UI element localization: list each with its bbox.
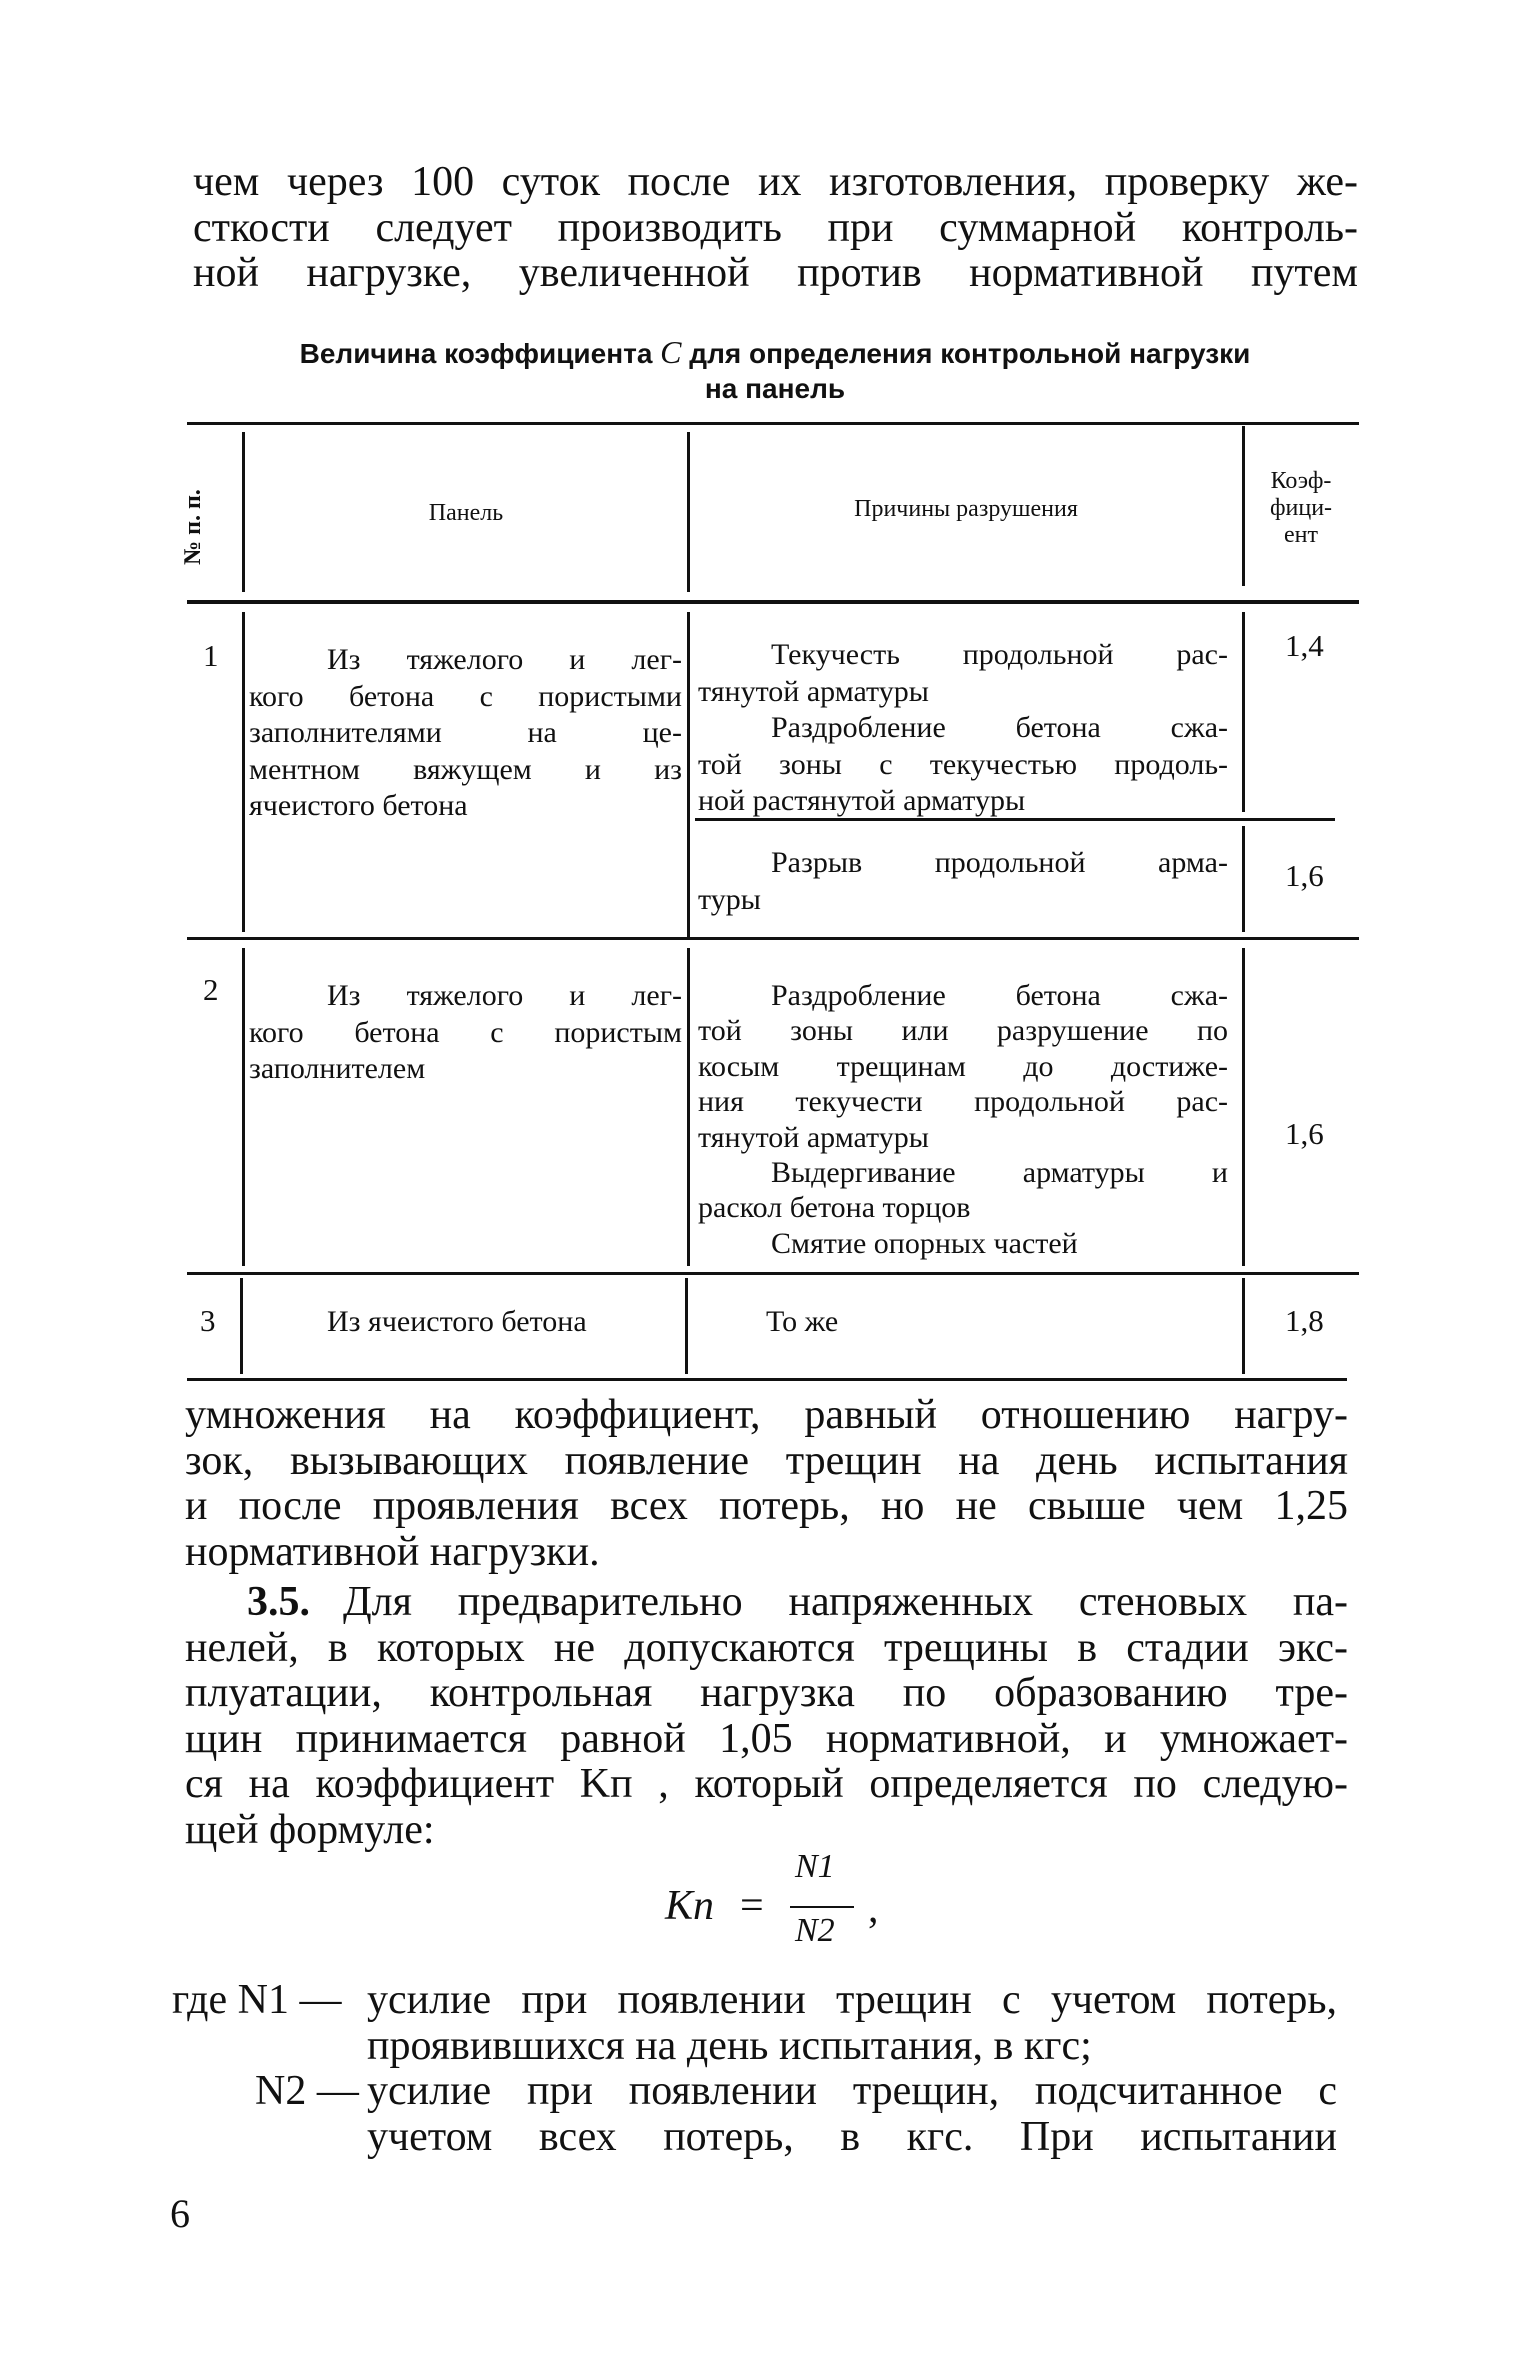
reasons-cell xyxy=(698,978,1228,1261)
definition-text xyxy=(367,1978,1337,2069)
text-line: учетом всех потерь, в кгс. При испытании xyxy=(367,2113,1337,2160)
column-divider xyxy=(242,948,245,1266)
body-paragraph xyxy=(185,1393,1348,1575)
text-line: Из тяжелого и лег- xyxy=(327,979,682,1012)
fraction-bar xyxy=(790,1906,854,1908)
panel-cell xyxy=(249,978,682,1088)
coefficient-value: 1,4 xyxy=(1285,628,1324,663)
text-line: Разрыв продольной арма- xyxy=(771,846,1228,879)
formula-comma: , xyxy=(868,1886,879,1932)
caption-symbol: С xyxy=(660,334,682,370)
table-bottom-rule xyxy=(187,1378,1347,1381)
text-line: Из тяжелого и лег- xyxy=(327,643,682,676)
text-line: Раздробление бетона сжа- xyxy=(771,979,1228,1012)
text-line: ной нагрузке, увеличенной против нормативной путем xyxy=(193,250,1358,296)
page-number: 6 xyxy=(170,2191,190,2236)
column-divider xyxy=(1242,1278,1245,1374)
text-line: тянутой арматуры xyxy=(698,674,929,708)
formula-numerator: N1 xyxy=(795,1848,835,1885)
reasons-cell xyxy=(698,637,1228,820)
formula-denominator: N2 xyxy=(795,1912,835,1949)
coefficient-value: 1,6 xyxy=(1285,858,1324,893)
column-divider xyxy=(1242,948,1245,1266)
row-number: 2 xyxy=(203,972,219,1007)
row-number: 3 xyxy=(200,1303,216,1338)
text-line: тянутой арматуры xyxy=(698,1120,929,1154)
definition-label: N2 — xyxy=(255,2068,359,2114)
text-line: усилие при появлении трещин с учетом потерь, xyxy=(367,1977,1337,2023)
table-caption xyxy=(190,335,1360,406)
text-line: чем через 100 суток после их изготовления, проверку же- xyxy=(193,159,1358,205)
column-divider xyxy=(687,948,690,1266)
text-line: туры xyxy=(698,882,761,916)
text-line: умножения на коэффициент, равный отношению нагру- xyxy=(185,1392,1348,1438)
caption-line2: на панель xyxy=(704,373,846,404)
section-text xyxy=(185,1580,1348,1853)
text-line: нормативной нагрузки. xyxy=(185,1528,600,1575)
text-line: щей формуле: xyxy=(185,1806,435,1853)
text-line: ной растянутой арматуры xyxy=(698,784,1026,817)
caption-text: Величина коэффициента xyxy=(299,338,653,369)
row-rule xyxy=(187,1272,1359,1275)
header-panel: Панель xyxy=(428,500,504,526)
text-line: косым трещинам до достиже- xyxy=(698,1049,1228,1083)
text-line: плуатации, контрольная нагрузка по образованию тре- xyxy=(185,1670,1348,1716)
text-line: щин принимается равной 1,05 нормативной, и умножает- xyxy=(185,1715,1348,1762)
header-coefficient xyxy=(1245,468,1357,549)
column-divider xyxy=(240,1278,243,1374)
header-coef-line: Коэф- xyxy=(1270,468,1332,494)
formula-lhs: Kп xyxy=(665,1883,715,1929)
panel-cell xyxy=(249,642,682,825)
text-line: ячеистого бетона xyxy=(249,789,468,822)
text-line: То же xyxy=(766,1305,839,1338)
column-divider xyxy=(687,612,690,937)
text-line: Выдергивание арматуры и xyxy=(771,1156,1228,1190)
text-line: Текучесть продольной рас- xyxy=(771,638,1228,671)
text-line: кого бетона с пористыми xyxy=(249,679,682,713)
column-divider xyxy=(242,612,245,932)
text-line: сткости следует производить при суммарной контроль- xyxy=(193,204,1358,251)
text-line: кого бетона с пористым xyxy=(249,1015,682,1049)
coefficient-value: 1,8 xyxy=(1285,1303,1324,1338)
text-line: заполнителем xyxy=(249,1052,426,1085)
column-divider xyxy=(1242,612,1245,812)
header-coef-line: ент xyxy=(1284,522,1318,548)
header-number-text: № п. п. xyxy=(180,489,206,565)
top-paragraph xyxy=(193,160,1358,297)
coefficient-value: 1,6 xyxy=(1285,1116,1324,1151)
text-line: ся на коэффициент Kп , который определяется по следую- xyxy=(185,1761,1348,1807)
row-number: 1 xyxy=(203,638,219,673)
caption-text: для определения контрольной нагрузки xyxy=(689,338,1251,369)
panel-cell xyxy=(249,1304,682,1341)
text-line: зок, вызывающих появление трещин на день испытания xyxy=(185,1437,1348,1484)
definition-text xyxy=(367,2069,1337,2160)
text-line: Для предварительно напряженных стеновых па- xyxy=(343,1579,1348,1625)
column-divider xyxy=(685,1278,688,1374)
text-line: Раздробление бетона сжа- xyxy=(771,711,1228,744)
table-top-rule xyxy=(187,422,1359,425)
definition-label: где N1 — xyxy=(172,1977,342,2023)
text-line: Смятие опорных частей xyxy=(771,1226,1078,1260)
formula-equals: = xyxy=(740,1883,764,1929)
reasons-cell xyxy=(698,1304,1228,1341)
text-line: раскол бетона торцов xyxy=(698,1191,971,1225)
row-rule xyxy=(187,937,1359,940)
text-line: Из ячеистого бетона xyxy=(327,1305,587,1338)
column-divider xyxy=(1242,826,1245,932)
text-line: нелей, в которых не допускаются трещины в стадии экс- xyxy=(185,1624,1348,1671)
text-line: той зоны или разрушение по xyxy=(698,1014,1228,1048)
header-coef-line: фици- xyxy=(1269,495,1333,521)
text-line: усилие при появлении трещин, подсчитанное с xyxy=(367,2068,1337,2114)
text-line: ния текучести продольной рас- xyxy=(698,1085,1228,1119)
text-line: и после проявления всех потерь, но не свыше чем 1,25 xyxy=(185,1483,1348,1529)
text-line: проявившихся на день испытания, в кгс; xyxy=(367,2022,1092,2069)
section-number: 3.5. xyxy=(247,1579,310,1625)
reasons-cell xyxy=(698,845,1228,918)
text-line: заполнителями на це- xyxy=(249,716,682,749)
header-bottom-rule xyxy=(187,600,1359,604)
text-line: ментном вяжущем и из xyxy=(249,752,682,786)
header-reasons: Причины разрушения xyxy=(854,496,1078,522)
text-line: той зоны с текучестью продоль- xyxy=(698,747,1228,781)
